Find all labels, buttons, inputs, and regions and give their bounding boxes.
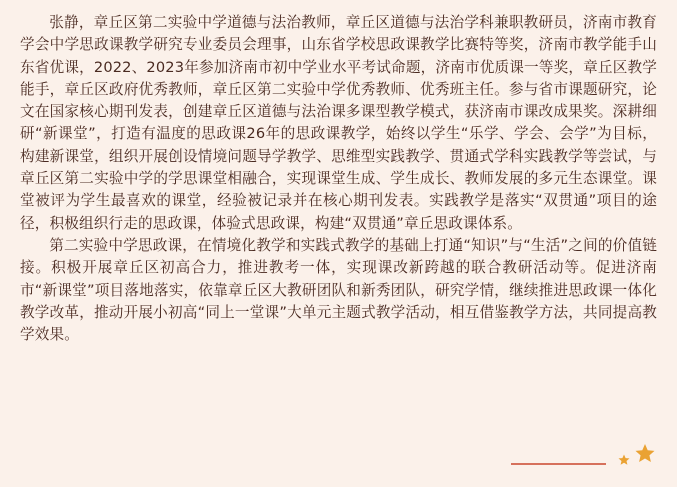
star-icon — [636, 444, 655, 462]
article-paragraph-1: 张静，章丘区第二实验中学道德与法治教师，章丘区道德与法治学科兼职教研员，济南市教育学会中学思政课教学研究专业委员会理事，山东省学校思政课教学比赛特等奖，济南市教学能手山东省优课，2022、2023年参加济南市初中学业水平考试命题，济南市优质课一等奖，章丘区教学能手，章丘区政府优秀教师，章丘区第二实验中学优秀教师、优秀班主任。参与省市课题研究，论文在国家核心期刊发表，创建章丘区道德与法治课多课型教学模式，获济南市课改成果奖。深耕细研“新课堂”，打造有温度的思政课26年的思政课教学，始终以学生“乐学、学会、会学”为目标，构建新课堂，组织开展创设情境问题导学教学、思维型实践教学、贯通式学科实践教学等尝试，与章丘区第二实验中学的学思课堂相融合，实现课堂生成、学生成长、教师发展的多元生态课堂。课堂被评为学生最喜欢的课堂，经验被记录并在核心期刊发表。实践教学是落实“双贯通”项目的途径，积极组织行走的思政课，体验式思政课，构建“双贯通”章丘思政课体系。 — [20, 14, 657, 232]
article-paragraph-2: 第二实验中学思政课，在情境化教学和实践式教学的基础上打通“知识”与“生活”之间的价值链接。积极开展章丘区初高合力，推进教考一体，实现课改新跨越的联合教研活动等。促进济南市“新课堂”项目落地落实，依靠章丘区大教研团队和新秀团队，研究学情，继续推进思政课一体化教学改革，推动开展小初高“同上一堂课”大单元主题式教学活动，相互借鉴教学方法，共同提高教学效果。 — [20, 236, 657, 344]
star-icon — [619, 455, 630, 465]
